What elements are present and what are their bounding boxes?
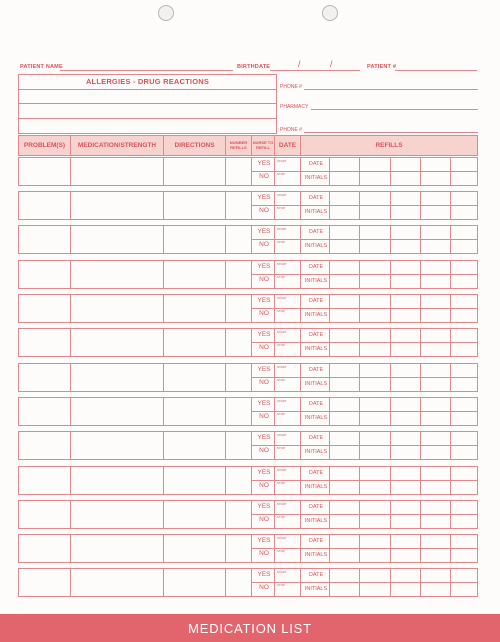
yes-option[interactable]: YES (257, 263, 271, 270)
medication-row (18, 568, 478, 597)
stop-label: STOP (277, 446, 286, 450)
row-divider (252, 239, 477, 240)
allergies-line-3[interactable] (19, 118, 276, 119)
start-label: START (277, 296, 287, 300)
start-label: START (277, 433, 287, 437)
yes-option[interactable]: YES (257, 434, 271, 441)
date-label: DATE (308, 229, 324, 235)
number-refills-cell[interactable] (226, 398, 252, 425)
initials-label: INITIALS (304, 346, 328, 352)
no-option[interactable]: NO (259, 276, 269, 283)
directions-cell[interactable] (164, 158, 226, 185)
directions-header: DIRECTIONS (164, 136, 226, 155)
directions-cell[interactable] (164, 364, 226, 391)
medication-row (18, 534, 478, 563)
medication-cell[interactable] (71, 398, 164, 425)
start-label: START (277, 536, 287, 540)
no-option[interactable]: NO (259, 447, 269, 454)
medication-row (18, 397, 478, 426)
no-option[interactable]: NO (259, 413, 269, 420)
form-title: MEDICATION LIST (188, 621, 312, 636)
problem-cell[interactable] (19, 295, 71, 322)
problem-cell[interactable] (19, 535, 71, 562)
number-refills-cell[interactable] (226, 158, 252, 185)
yes-option[interactable]: YES (257, 571, 271, 578)
directions-cell[interactable] (164, 501, 226, 528)
date-label: DATE (308, 332, 324, 338)
no-option[interactable]: NO (259, 241, 269, 248)
date-label: DATE (308, 470, 324, 476)
birthdate-slash-1: / (298, 59, 301, 69)
date-label: DATE (308, 401, 324, 407)
start-label: START (277, 159, 287, 163)
medication-cell[interactable] (71, 569, 164, 596)
directions-cell[interactable] (164, 432, 226, 459)
initials-label: INITIALS (304, 312, 328, 318)
initials-label: INITIALS (304, 586, 328, 592)
directions-cell[interactable] (164, 535, 226, 562)
row-divider (252, 274, 477, 275)
stop-label: STOP (277, 412, 286, 416)
problem-cell[interactable] (19, 398, 71, 425)
stop-label: STOP (277, 309, 286, 313)
initials-label: INITIALS (304, 484, 328, 490)
no-option[interactable]: NO (259, 550, 269, 557)
directions-cell[interactable] (164, 398, 226, 425)
date-label: DATE (308, 298, 324, 304)
date-header: DATE (275, 136, 301, 155)
initials-label: INITIALS (304, 415, 328, 421)
medication-cell[interactable] (71, 192, 164, 219)
stop-label: STOP (277, 481, 286, 485)
medication-cell[interactable] (71, 432, 164, 459)
yes-option[interactable]: YES (257, 194, 271, 201)
medication-row (18, 225, 478, 254)
start-label: START (277, 193, 287, 197)
row-divider (252, 582, 477, 583)
initials-label: INITIALS (304, 175, 328, 181)
phone-label-1: PHONE # (280, 84, 302, 90)
no-option[interactable]: NO (259, 207, 269, 214)
medication-row (18, 431, 478, 460)
medication-cell[interactable] (71, 295, 164, 322)
row-divider (252, 205, 477, 206)
initials-label: INITIALS (304, 449, 328, 455)
allergies-title: ALLERGIES - DRUG REACTIONS (85, 77, 210, 86)
birthdate-slash-2: / (330, 59, 333, 69)
initials-label: INITIALS (304, 278, 328, 284)
directions-cell[interactable] (164, 569, 226, 596)
no-option[interactable]: NO (259, 310, 269, 317)
date-label: DATE (308, 538, 324, 544)
initials-label: INITIALS (304, 243, 328, 249)
start-label: START (277, 262, 287, 266)
number-refills-cell[interactable] (226, 467, 252, 494)
initials-label: INITIALS (304, 381, 328, 387)
refills-header: REFILLS (375, 142, 403, 149)
number-refills-cell[interactable] (226, 535, 252, 562)
row-divider (252, 308, 477, 309)
medication-row (18, 191, 478, 220)
date-label: DATE (308, 195, 324, 201)
number-refills-cell[interactable] (226, 192, 252, 219)
initials-label: INITIALS (304, 518, 328, 524)
start-label: START (277, 468, 287, 472)
yes-option[interactable]: YES (257, 366, 271, 373)
medication-cell[interactable] (71, 329, 164, 356)
problem-cell[interactable] (19, 364, 71, 391)
pharmacy-field[interactable] (311, 109, 478, 110)
binder-hole-right (322, 5, 338, 21)
problem-cell[interactable] (19, 569, 71, 596)
stop-label: STOP (277, 583, 286, 587)
medication-cell[interactable] (71, 364, 164, 391)
directions-cell[interactable] (164, 329, 226, 356)
medication-row (18, 363, 478, 392)
date-label: DATE (308, 161, 324, 167)
phone-field-1[interactable] (304, 89, 478, 90)
phone-field-2[interactable] (304, 132, 478, 133)
initials-label: INITIALS (304, 209, 328, 215)
yes-option[interactable]: YES (257, 297, 271, 304)
patient-number-field[interactable] (395, 70, 477, 71)
medication-row (18, 294, 478, 323)
yes-option[interactable]: YES (257, 469, 271, 476)
problem-cell[interactable] (19, 432, 71, 459)
no-option[interactable]: NO (259, 379, 269, 386)
no-option[interactable]: NO (259, 516, 269, 523)
patient-name-field[interactable] (60, 70, 233, 71)
phone-label-2: PHONE # (280, 127, 302, 133)
directions-cell[interactable] (164, 467, 226, 494)
birthdate-field[interactable] (270, 70, 360, 71)
date-label: DATE (308, 435, 324, 441)
stop-label: STOP (277, 206, 286, 210)
start-label: START (277, 365, 287, 369)
date-label: DATE (308, 264, 324, 270)
stop-label: STOP (277, 275, 286, 279)
start-label: START (277, 227, 287, 231)
row-divider (252, 445, 477, 446)
number-refills-cell[interactable] (226, 226, 252, 253)
binder-hole-left (158, 5, 174, 21)
row-divider (252, 377, 477, 378)
problem-cell[interactable] (19, 226, 71, 253)
initials-label: INITIALS (304, 552, 328, 558)
no-option[interactable]: NO (259, 173, 269, 180)
directions-cell[interactable] (164, 261, 226, 288)
yes-option[interactable]: YES (257, 228, 271, 235)
yes-option[interactable]: YES (257, 400, 271, 407)
directions-cell[interactable] (164, 192, 226, 219)
stop-label: STOP (277, 240, 286, 244)
date-label: DATE (308, 572, 324, 578)
medication-cell[interactable] (71, 535, 164, 562)
nurse-to-refill-header: NURSE TO REFILL (252, 136, 275, 155)
directions-cell[interactable] (164, 226, 226, 253)
medication-cell[interactable] (71, 501, 164, 528)
number-refills-cell[interactable] (226, 432, 252, 459)
number-refills-cell[interactable] (226, 364, 252, 391)
medication-row (18, 157, 478, 186)
stop-label: STOP (277, 515, 286, 519)
allergies-line-1[interactable] (19, 89, 276, 90)
problem-cell[interactable] (19, 192, 71, 219)
medication-cell[interactable] (71, 261, 164, 288)
pharmacy-label: PHARMACY (280, 104, 309, 110)
row-divider (252, 342, 477, 343)
birthdate-label: BIRTHDATE (237, 64, 271, 70)
start-label: START (277, 330, 287, 334)
row-divider (252, 480, 477, 481)
patient-number-label: PATIENT # (367, 64, 397, 70)
start-label: START (277, 399, 287, 403)
problem-cell[interactable] (19, 158, 71, 185)
medication-cell[interactable] (71, 158, 164, 185)
row-divider (252, 411, 477, 412)
stop-label: STOP (277, 549, 286, 553)
allergies-box (18, 74, 277, 134)
medication-row (18, 260, 478, 289)
date-label: DATE (308, 367, 324, 373)
date-label: DATE (308, 504, 324, 510)
yes-option[interactable]: YES (257, 537, 271, 544)
no-option[interactable]: NO (259, 344, 269, 351)
row-divider (252, 514, 477, 515)
stop-label: STOP (277, 172, 286, 176)
problems-header: PROBLEM(S) (19, 136, 71, 155)
medication-cell[interactable] (71, 226, 164, 253)
number-refills-cell[interactable] (226, 329, 252, 356)
number-refills-cell[interactable] (226, 501, 252, 528)
medication-header: MEDICATION/STRENGTH (71, 136, 164, 155)
yes-option[interactable]: YES (257, 503, 271, 510)
problem-cell[interactable] (19, 501, 71, 528)
no-option[interactable]: NO (259, 584, 269, 591)
row-divider (252, 548, 477, 549)
problem-cell[interactable] (19, 467, 71, 494)
directions-cell[interactable] (164, 295, 226, 322)
table-header (18, 135, 478, 156)
medication-row (18, 466, 478, 495)
patient-name-label: PATIENT NAME (20, 64, 63, 70)
medication-cell[interactable] (71, 467, 164, 494)
problem-cell[interactable] (19, 261, 71, 288)
allergies-line-2[interactable] (19, 103, 276, 104)
stop-label: STOP (277, 343, 286, 347)
number-refills-cell[interactable] (226, 569, 252, 596)
start-label: START (277, 570, 287, 574)
stop-label: STOP (277, 378, 286, 382)
start-label: START (277, 502, 287, 506)
medication-row (18, 328, 478, 357)
number-refills-cell[interactable] (226, 261, 252, 288)
yes-option[interactable]: YES (257, 331, 271, 338)
yes-option[interactable]: YES (257, 160, 271, 167)
row-divider (252, 171, 477, 172)
footer-banner (0, 614, 500, 642)
no-option[interactable]: NO (259, 482, 269, 489)
medication-row (18, 500, 478, 529)
problem-cell[interactable] (19, 329, 71, 356)
number-refills-cell[interactable] (226, 295, 252, 322)
number-refills-header: NUMBER REFILLS (226, 136, 252, 155)
